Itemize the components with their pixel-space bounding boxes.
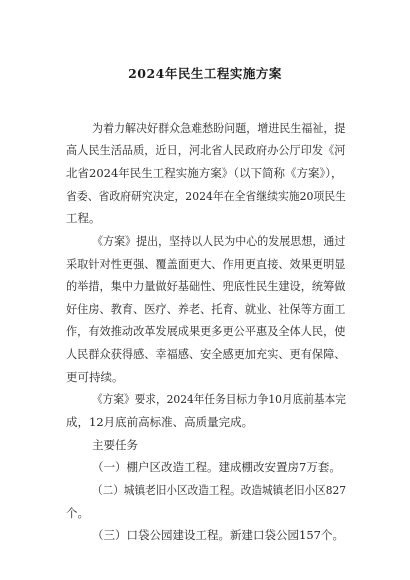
section-heading: 主要任务 bbox=[92, 438, 138, 452]
paragraph-1-line-5: 工程。 bbox=[66, 211, 101, 225]
paragraph-2-line-6: 人民群众获得感、幸福感、安全感更加充实、更有保障、 bbox=[66, 347, 346, 361]
paragraph-1-line-2: 高人民生活品质，近日，河北省人民政府办公厅印发《河 bbox=[66, 143, 346, 157]
task-1: （一）棚户区改造工程。建成棚改安置房7万套。 bbox=[92, 460, 341, 474]
task-2-line-2: 个。 bbox=[66, 506, 89, 520]
paragraph-1-line-4: 省委、省政府研究决定，2024年在全省继续实施20项民生 bbox=[66, 189, 346, 203]
paragraph-2-line-5: 作，有效推动改革发展成果更多更公平惠及全体人民，使 bbox=[66, 324, 346, 338]
paragraph-1-line-3: 北省2024年民生工程实施方案》（以下简称《方案》）， bbox=[66, 166, 343, 180]
paragraph-3-line-2: 成，12月底前高标准、高质量完成。 bbox=[66, 415, 254, 429]
task-3: （三）口袋公园建设工程。新建口袋公园157个。 bbox=[92, 528, 344, 542]
document-title: 2024年民生工程实施方案 bbox=[128, 66, 282, 81]
paragraph-2-line-1: 《方案》提出，坚持以人民为中心的发展思想，通过 bbox=[92, 234, 346, 248]
paragraph-2-line-4: 好住房、教育、医疗、养老、托育、就业、社保等方面工 bbox=[66, 302, 346, 316]
task-2-line-1: （二）城镇老旧小区改造工程。改造城镇老旧小区827 bbox=[92, 483, 347, 497]
paragraph-3-line-1: 《方案》要求，2024年任务目标力争10月底前基本完 bbox=[92, 392, 346, 406]
paragraph-2-line-2: 采取针对性更强、覆盖面更大、作用更直接、效果更明显 bbox=[66, 257, 346, 271]
paragraph-1-line-1: 为着力解决好群众急难愁盼问题，增进民生福祉，提 bbox=[92, 121, 346, 135]
paragraph-2-line-7: 更可持续。 bbox=[66, 370, 124, 384]
paragraph-2-line-3: 的举措，集中力量做好基础性、兜底性民生建设，统筹做 bbox=[66, 279, 346, 293]
